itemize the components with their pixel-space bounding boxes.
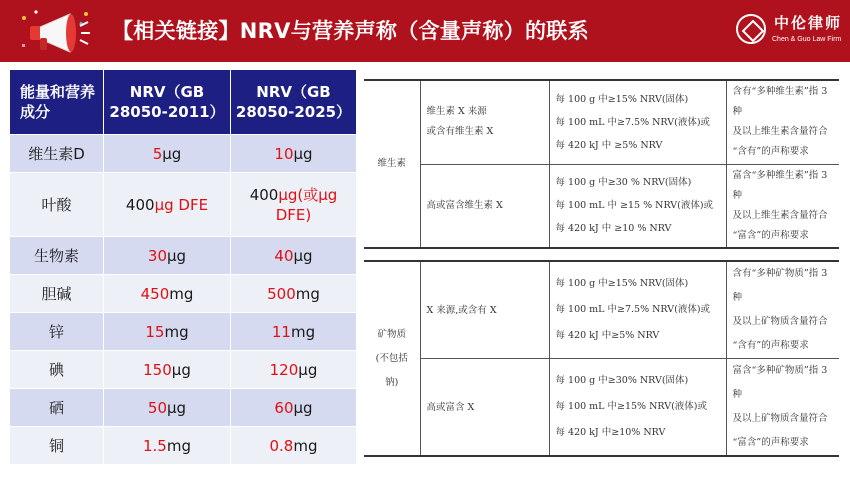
nrv-2011-unit: μg xyxy=(167,398,187,417)
nutrient-name: 维生素D xyxy=(10,135,104,173)
table-row xyxy=(10,351,357,389)
nrv-2011-value xyxy=(104,135,231,173)
table-row xyxy=(10,313,357,351)
nutrient-name: 硒 xyxy=(10,389,104,427)
nrv-2011-value xyxy=(104,275,231,313)
criteria-cell: 每 100 g 中≥15% NRV(固体) 每 100 mL 中≥7.5% NRV(液体)或 每 420 kJ 中≥5% NRV xyxy=(549,261,726,359)
table-row xyxy=(10,427,357,465)
nrv-2025-unit: mg xyxy=(293,436,318,455)
vitamin-claims-table xyxy=(364,79,839,249)
nrv-2011-number: 30 xyxy=(147,246,167,265)
nrv-2011-value xyxy=(104,351,231,389)
nrv-2025-value xyxy=(231,173,357,237)
table-row xyxy=(10,389,357,427)
nrv-2025-number: 500 xyxy=(267,284,296,303)
nrv-2011-value xyxy=(104,389,231,427)
nrv-2025-number: 11 xyxy=(271,322,291,341)
nrv-2011-unit: mg xyxy=(164,322,189,341)
nrv-2025-value xyxy=(231,135,357,173)
nrv-comparison-table xyxy=(9,69,357,465)
note-cell: 含有“多种维生素”指 3 种 及以上维生素含量符合 “含有”的声称要求 xyxy=(726,80,839,164)
category-cell: 维生素 xyxy=(364,80,420,248)
claim-cell: 高或富含 X xyxy=(420,359,549,457)
nrv-2011-unit: μg xyxy=(167,246,187,265)
nutrient-name: 铜 xyxy=(10,427,104,465)
nrv-2011-unit: mg xyxy=(169,284,194,303)
nrv-2025-unit: μg xyxy=(293,398,313,417)
table-row xyxy=(10,275,357,313)
nrv-2025-unit-extra: DFE) xyxy=(275,205,312,224)
nrv-table-header-row xyxy=(10,70,357,135)
nutrient-name: 锌 xyxy=(10,313,104,351)
criteria-cell: 每 100 g 中≥30% NRV(固体) 每 100 mL 中≥15% NRV(液体)或 每 420 kJ 中≥10% NRV xyxy=(549,359,726,457)
nrv-2025-unit: μg xyxy=(293,144,313,163)
category-cell: 矿物质 (不包括钠) xyxy=(364,261,420,456)
firm-logo xyxy=(736,10,842,52)
claim-cell: 高或富含维生素 X xyxy=(420,164,549,248)
header-banner xyxy=(0,0,850,62)
nrv-2025-number: 60 xyxy=(274,398,294,417)
nrv-2011-number: 15 xyxy=(145,322,165,341)
criteria-cell: 每 100 g 中≥30 % NRV(固体) 每 100 mL 中 ≥15 % NRV(液体)或 每 420 kJ 中 ≥10 % NRV xyxy=(549,164,726,248)
nrv-2025-value xyxy=(231,237,357,275)
firm-logo-icon xyxy=(736,14,766,44)
header-nrv-2025: NRV（GB 28050-2025） xyxy=(231,70,357,135)
nrv-2025-unit: μg(或μg xyxy=(278,185,338,204)
nrv-2025-number: 10 xyxy=(274,144,294,163)
nutrient-name: 生物素 xyxy=(10,237,104,275)
nrv-2011-value xyxy=(104,237,231,275)
nrv-2011-number: 400 xyxy=(125,195,155,214)
nutrient-name: 胆碱 xyxy=(10,275,104,313)
nrv-2025-number: 40 xyxy=(274,246,294,265)
header-nrv-2011: NRV（GB 28050-2011） xyxy=(104,70,231,135)
nrv-2025-value xyxy=(231,313,357,351)
claim-cell: 维生素 X 来源 或含有维生素 X xyxy=(420,80,549,164)
table-row xyxy=(10,135,357,173)
nrv-2011-unit: μg DFE xyxy=(154,195,209,214)
claim-cell: X 来源,或含有 X xyxy=(420,261,549,359)
nrv-2025-number: 400 xyxy=(249,185,279,204)
mineral-claims-table xyxy=(364,260,839,457)
nrv-2025-unit: μg xyxy=(293,246,313,265)
note-cell: 富含“多种矿物质”指 3 种 及以上矿物质含量符合 “富含”的声称要求 xyxy=(726,359,839,457)
nrv-2025-number: 0.8 xyxy=(269,436,294,455)
nrv-2025-unit: mg xyxy=(295,284,320,303)
nrv-2025-unit: μg xyxy=(298,360,318,379)
nrv-2011-number: 1.5 xyxy=(143,436,167,455)
note-cell: 富含“多种维生素”指 3 种 及以上维生素含量符合 “富含”的声称要求 xyxy=(726,164,839,248)
table-row xyxy=(364,80,839,164)
nrv-2025-value xyxy=(231,351,357,389)
nrv-2011-number: 50 xyxy=(147,398,167,417)
note-cell: 含有“多种矿物质”指 3 种 及以上矿物质含量符合 “含有”的声称要求 xyxy=(726,261,839,359)
nutrient-name: 叶酸 xyxy=(10,173,104,237)
nrv-2011-number: 450 xyxy=(140,284,170,303)
nrv-2011-unit: μg xyxy=(171,360,191,379)
firm-logo-cn: 中伦律师 xyxy=(774,14,843,32)
table-row xyxy=(10,237,357,275)
nutrient-name: 碘 xyxy=(10,351,104,389)
nrv-2011-unit: μg xyxy=(162,144,182,163)
criteria-cell: 每 100 g 中≥15% NRV(固体) 每 100 mL 中≥7.5% NRV(液体)或 每 420 kJ 中 ≥5% NRV xyxy=(549,80,726,164)
header-nutrient: 能量和营养成分 xyxy=(10,70,104,135)
nrv-2011-number: 5 xyxy=(152,144,163,163)
nrv-2011-value xyxy=(104,173,231,237)
megaphone-icon xyxy=(14,6,98,60)
nrv-2011-value xyxy=(104,427,231,465)
nrv-2011-number: 150 xyxy=(143,360,172,379)
nrv-2025-value xyxy=(231,427,357,465)
table-row xyxy=(364,359,839,457)
nrv-2025-unit: mg xyxy=(290,322,316,341)
table-row xyxy=(10,173,357,237)
table-row xyxy=(364,164,839,248)
nrv-2025-number: 120 xyxy=(269,360,299,379)
page-title: 【相关链接】NRV与营养声称（含量声称）的联系 xyxy=(112,19,589,43)
nrv-2025-value xyxy=(231,275,357,313)
nrv-2011-value xyxy=(104,313,231,351)
nrv-2025-value xyxy=(231,389,357,427)
firm-logo-en: Chen & Guo Law Firm xyxy=(772,36,842,43)
nrv-2011-unit: mg xyxy=(166,436,191,455)
table-row xyxy=(364,261,839,359)
